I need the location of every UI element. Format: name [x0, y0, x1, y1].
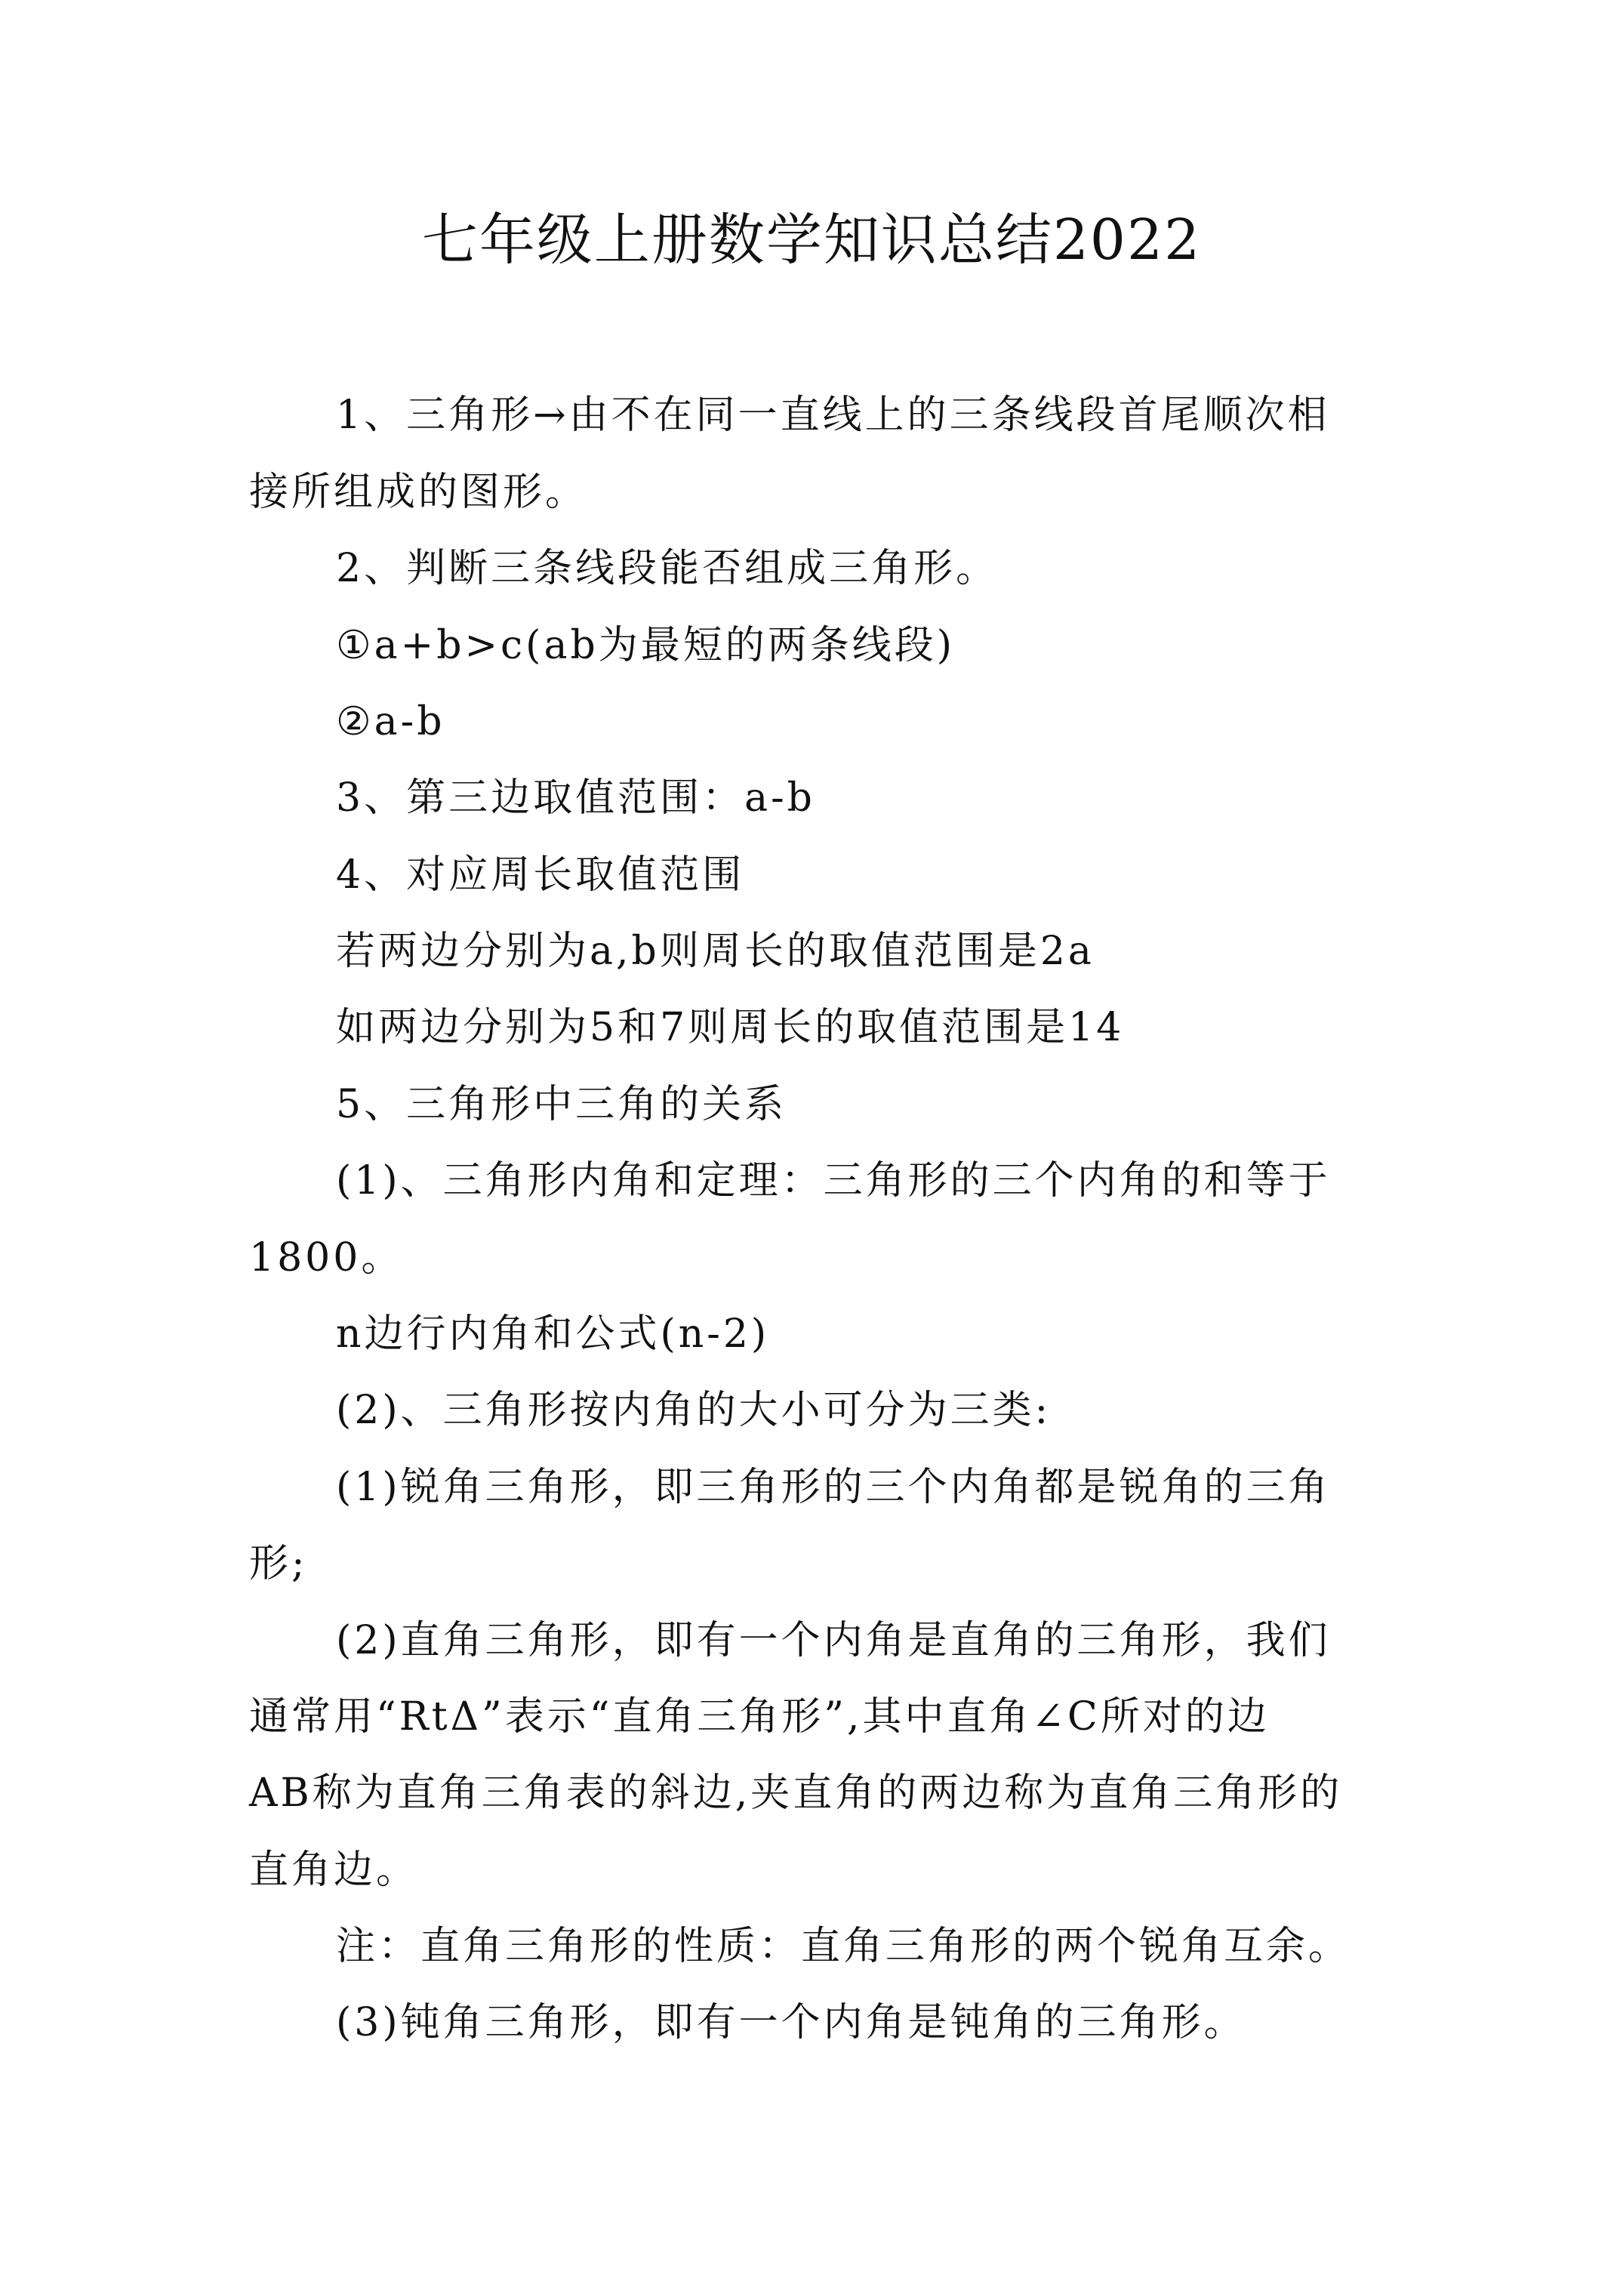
paragraph-line: (1)、三角形内角和定理：三角形的三个内角的和等于 [336, 1158, 1331, 1203]
paragraph-line: 接所组成的图形。 [249, 470, 588, 515]
paragraph-line: 2、判断三条线段能否组成三角形。 [336, 546, 999, 591]
paragraph-line: 注：直角三角形的性质：直角三角形的两个锐角互余。 [336, 1924, 1351, 1969]
paragraph-line: (2)直角三角形，即有一个内角是直角的三角形，我们 [336, 1618, 1331, 1663]
paragraph-line: 1800。 [249, 1235, 404, 1281]
paragraph-line: (1)锐角三角形，即三角形的三个内角都是锐角的三角 [336, 1465, 1331, 1510]
paragraph-line: 直角边。 [249, 1848, 419, 1893]
paragraph-line: AB称为直角三角表的斜边,夹直角的两边称为直角三角形的 [249, 1771, 1343, 1816]
paragraph-line: ①a+b>c(ab为最短的两条线段) [336, 623, 956, 668]
paragraph-line: 若两边分别为a,b则周长的取值范围是2a [336, 929, 1095, 974]
paragraph-line: (2)、三角形按内角的大小可分为三类: [336, 1388, 1052, 1433]
paragraph-line: 5、三角形中三角的关系 [336, 1082, 787, 1127]
paragraph-line: n边行内角和公式(n-2) [336, 1311, 770, 1357]
paragraph-line: (3)钝角三角形，即有一个内角是钝角的三角形。 [336, 2000, 1246, 2045]
paragraph-line: 1、三角形→由不在同一直线上的三条线段首尾顺次相 [336, 393, 1330, 438]
paragraph-line: ②a-b [336, 699, 445, 744]
page-title: 七年级上册数学知识总结2022 [421, 208, 1202, 273]
paragraph-line: 形; [249, 1541, 308, 1586]
paragraph-line: 如两边分别为5和7则周长的取值范围是14 [336, 1005, 1125, 1050]
paragraph-line: 4、对应周长取值范围 [336, 852, 745, 898]
paragraph-line: 通常用“RtΔ”表示“直角三角形”,其中直角∠C所对的边 [249, 1694, 1270, 1740]
paragraph-line: 3、第三边取值范围：a-b [336, 775, 815, 821]
